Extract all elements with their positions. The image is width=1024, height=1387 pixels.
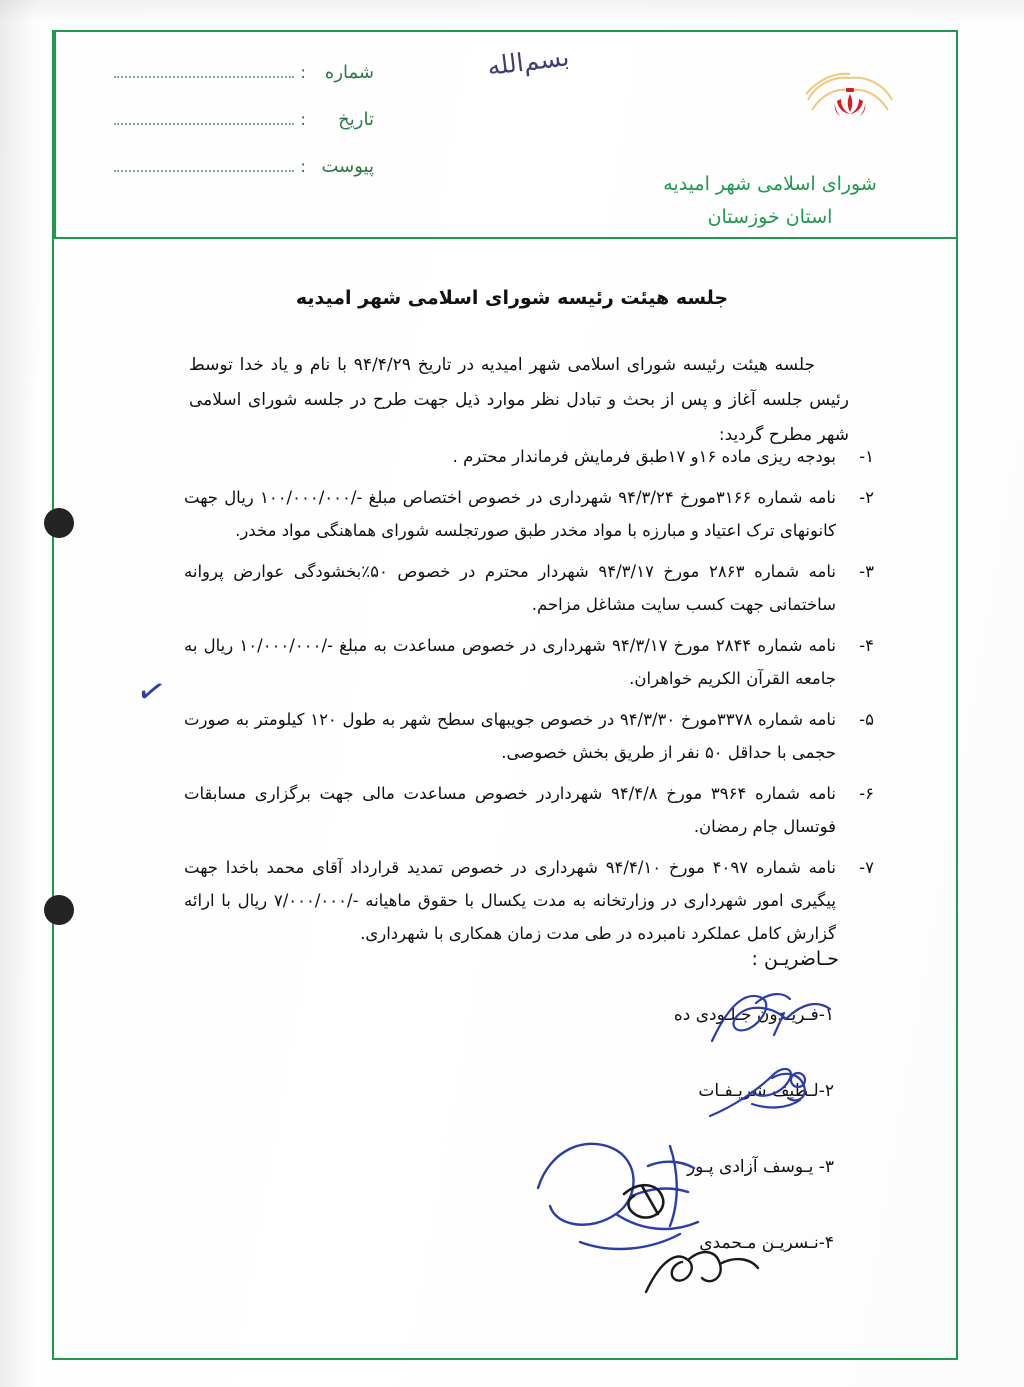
attendee-item: ۳- یـوسف آزادی پـور	[686, 1157, 834, 1177]
scan-edge-shading-top	[0, 0, 1024, 22]
intro-paragraph: جلسه هیئت رئیسه شورای اسلامی شهر امیدیه در تاریخ ۹۴/۴/۲۹ با نام و یاد خدا توسط رئیس جلسه آغاز و پس از بحث و تبادل نظر موارد ذیل جهت طرح در جلسه شورای اسلامی شهر مطرح گردید:	[189, 355, 849, 445]
field-colon-date: :	[300, 110, 306, 130]
agenda-item-text: نامه شماره ۴۰۹۷ مورخ ۹۴/۴/۱۰ شهرداری در خصوص تمدید قرارداد آقای محمد باخدا جهت پیگیری امور شهرداری در وزارتخانه به مدت یکسال با حقوق ماهیانه -/۷/۰۰۰/۰۰۰ ریال با ارائه گزارش کامل عملکرد نامبرده در طی مدت زمان همکاری با شهرداری.	[184, 858, 837, 943]
attendee-item: ۲-لـطیف شریـفـات	[698, 1081, 834, 1101]
attendees-list	[534, 1005, 834, 1309]
agenda-item-text: نامه شماره ۲۸۴۴ مورخ ۹۴/۳/۱۷ شهرداری در خصوص مساعدت به مبلغ -/۱۰/۰۰۰/۰۰۰ ریال به جامعه القرآن الکریم خواهران.	[184, 636, 836, 688]
agenda-item-text: نامه شماره ۳۱۶۶مورخ ۹۴/۳/۲۴ شهرداری در خصوص اختصاص مبلغ -/۱۰۰/۰۰۰/۰۰۰ ریال جهت کانونهای ترک اعتیاد و مبارزه با مواد مخدر طبق صورتجلسه شورای هماهنگی مواد مخدر.	[184, 488, 836, 540]
agenda-item-text: نامه شماره ۲۸۶۳ مورخ ۹۴/۳/۱۷ شهردار محترم در خصوص ۵۰٪بخشودگی عوارض پروانه ساختمانی جهت کسب سایت مشاغل مزاحم.	[184, 562, 836, 614]
agenda-item-number: ۳-	[859, 562, 874, 581]
field-label-attachment: پیوست	[321, 156, 374, 177]
agenda-item-number: ۵-	[859, 710, 874, 729]
agenda-item	[184, 555, 874, 621]
field-dots-date	[114, 122, 294, 125]
agenda-item-text: نامه شماره ۳۳۷۸مورخ ۹۴/۳/۳۰ در خصوص جویبهای سطح شهر به طول ۱۲۰ کیلومتر به صورت حجمی با حداقل ۵۰ نفر از طریق بخش خصوصی.	[184, 710, 836, 762]
document-title: جلسه هیئت رئیسه شورای اسلامی شهر امیدیه	[295, 287, 729, 309]
agenda-item-number: ۴-	[859, 636, 874, 655]
agenda-item-text: نامه شماره ۳۹۶۴ مورخ ۹۴/۴/۸ شهرداردر خصوص مساعدت مالی جهت برگزاری مسابقات فوتسال جام رمضان.	[184, 784, 836, 836]
agenda-item	[184, 851, 874, 950]
agenda-item-number: ۶-	[859, 784, 874, 803]
attendee-item: ۱-فـریـدون جـلـودی ده	[673, 1005, 834, 1025]
bismillah-handwriting: بسم‌الله	[485, 42, 571, 82]
agenda-item	[184, 703, 874, 769]
punch-hole	[44, 508, 74, 538]
field-label-date: تاریخ	[338, 109, 374, 130]
field-dots-attachment	[114, 169, 294, 172]
field-row-date	[114, 109, 374, 130]
punch-hole	[44, 895, 74, 925]
organization-name	[620, 168, 920, 235]
iran-emblem-icon	[800, 66, 900, 144]
agenda-item-list	[184, 440, 874, 958]
scan-edge-shading-left	[0, 0, 36, 1387]
field-colon-number: :	[300, 63, 306, 83]
agenda-item	[184, 440, 874, 473]
letterhead-header-vertical-divider	[54, 32, 56, 237]
field-colon-attachment: :	[300, 157, 306, 177]
organization-line-2: استان خوزستان	[707, 206, 833, 229]
agenda-item	[184, 481, 874, 547]
agenda-item-text: بودجه ریزی ماده ۱۶و ۱۷طبق فرمایش فرماندار محترم .	[452, 447, 836, 466]
letterhead-fields	[114, 62, 374, 203]
agenda-item	[184, 629, 874, 695]
agenda-item-number: ۷-	[859, 858, 874, 877]
organization-line-1: شورای اسلامی شهر امیدیه	[663, 173, 877, 195]
agenda-item	[184, 777, 874, 843]
agenda-item-number: ۲-	[859, 488, 874, 507]
field-row-number	[114, 62, 374, 83]
field-dots-number	[114, 75, 294, 78]
letterhead-header-divider	[54, 237, 956, 239]
field-row-attachment	[114, 156, 374, 177]
handwritten-check-mark: ✓	[132, 669, 170, 715]
attendee-item: ۴-نـسریـن مـحمدی	[699, 1233, 834, 1253]
field-label-number: شماره	[324, 62, 374, 83]
agenda-item-number: ۱-	[859, 447, 874, 466]
attendees-label: حـاضریـن :	[751, 948, 839, 970]
